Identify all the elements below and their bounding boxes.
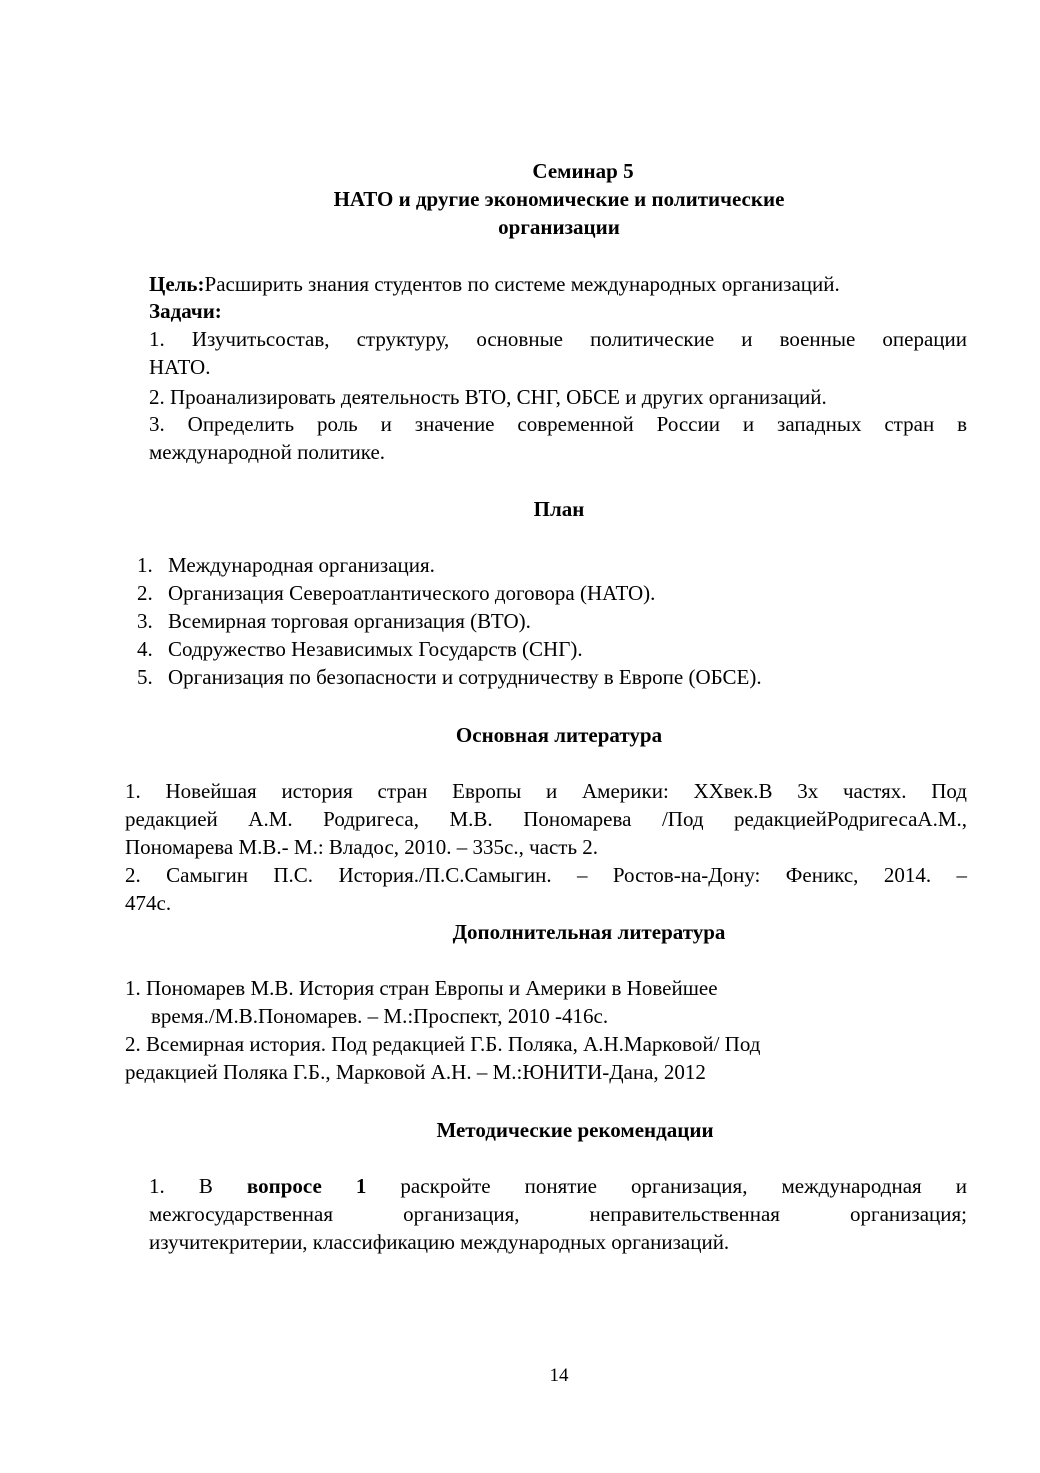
main-literature-heading: Основная литература: [455, 723, 663, 747]
plan-item: [137, 580, 655, 606]
plan-item-number: 1.: [137, 553, 153, 577]
main-literature-1: [125, 777, 967, 861]
main-literature-2-line1: 2. Самыгин П.С. История./П.С.Самыгин. – Ростов-на-Дону: Феникс, 2014. –: [125, 863, 967, 887]
plan-item: [137, 636, 583, 662]
task-1-line1: 1. Изучитьсостав, структуру, основные политические и военные операции: [149, 327, 967, 351]
method-rec-1-line2: межгосударственная организация, неправительственная организация;: [149, 1202, 967, 1226]
extra-literature-2-line1: 2. Всемирная история. Под редакцией Г.Б. Поляка, А.Н.Марковой/ Под: [125, 1032, 761, 1056]
plan-item-number: 4.: [137, 637, 153, 661]
plan-item-text: Международная организация.: [168, 553, 435, 577]
goal-label: Цель:: [149, 272, 205, 296]
plan-item-number: 2.: [137, 581, 153, 605]
method-rec-1-rest: раскройте понятие организация, международная и: [366, 1174, 967, 1198]
seminar-subtitle-line2: организации: [498, 215, 620, 239]
main-literature-1-line1: 1. Новейшая история стран Европы и Америки: XXвек.В 3х частях. Под: [125, 779, 967, 803]
main-literature-1-line2: редакцией А.М. Родригеса, М.В. Пономарева /Под редакциейРодригесаА.М.,: [125, 807, 967, 831]
task-2: 2. Проанализировать деятельность ВТО, СНГ, ОБСЕ и других организаций.: [149, 385, 827, 409]
method-rec-1-bold: вопросе 1: [246, 1174, 367, 1198]
extra-literature-2-line2: редакцией Поляка Г.Б., Марковой А.Н. – М.:ЮНИТИ-Дана, 2012: [125, 1060, 706, 1084]
goal-line: [149, 271, 840, 297]
task-1-line2: НАТО.: [149, 355, 211, 379]
plan-item-text: Организация Североатлантического договора (НАТО).: [168, 581, 656, 605]
plan-item-text: Всемирная торговая организация (ВТО).: [168, 609, 531, 633]
plan-item: [137, 664, 762, 690]
task-3-line2: международной политике.: [149, 440, 386, 464]
plan-item-number: 3.: [137, 609, 153, 633]
plan-item: [137, 552, 435, 578]
extra-literature-1-line2: время./М.В.Пономарев. – М.:Проспект, 2010 -416с.: [151, 1004, 609, 1028]
seminar-title: Семинар 5: [532, 159, 634, 183]
method-rec-1-line3: изучитекритерии, классификацию международных организаций.: [149, 1230, 730, 1254]
method-rec-1: [149, 1172, 967, 1256]
extra-literature-1-line1: 1. Пономарев М.В. История стран Европы и Америки в Новейшее: [125, 976, 718, 1000]
seminar-subtitle-line1: НАТО и другие экономические и политические: [333, 187, 785, 211]
plan-heading: План: [533, 497, 585, 521]
method-heading: Методические рекомендации: [436, 1118, 714, 1142]
method-rec-1-prefix: 1. В: [149, 1174, 247, 1198]
method-rec-1-line1: [149, 1172, 967, 1200]
task-3: [149, 410, 967, 466]
task-1: [149, 325, 967, 381]
tasks-label: Задачи:: [149, 299, 222, 323]
page-number: 14: [549, 1365, 569, 1386]
goal-text: Расширить знания студентов по системе международных организаций.: [204, 272, 840, 296]
plan-item: [137, 608, 531, 634]
main-literature-2-line2: 474с.: [125, 891, 172, 915]
plan-item-text: Содружество Независимых Государств (СНГ).: [168, 637, 583, 661]
main-literature-2: [125, 861, 967, 917]
main-literature-1-line3: Пономарева М.В.- М.: Владос, 2010. – 335с., часть 2.: [125, 835, 599, 859]
extra-literature-heading: Дополнительная литература: [452, 920, 726, 944]
task-3-line1: 3. Определить роль и значение современной России и западных стран в: [149, 412, 967, 436]
plan-item-text: Организация по безопасности и сотрудничеству в Европе (ОБСЕ).: [168, 665, 762, 689]
plan-item-number: 5.: [137, 665, 153, 689]
